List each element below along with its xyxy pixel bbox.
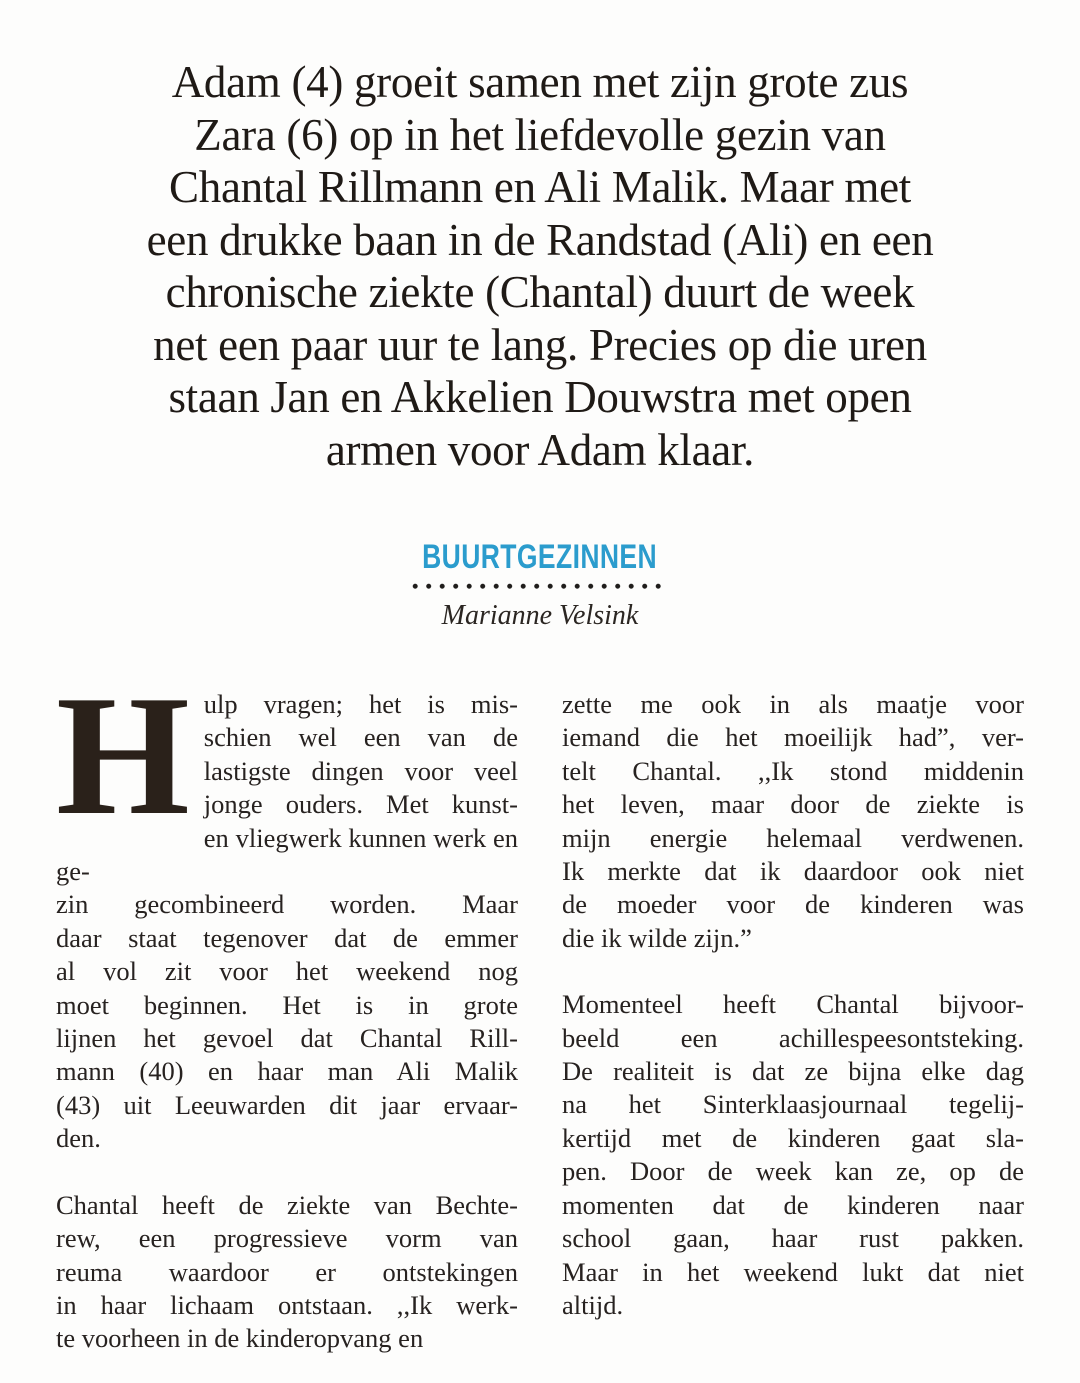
byline: Marianne Velsink [441,600,639,631]
headline: Adam (4) groeit samen met zijn grote zus Zara (6) op in het liefdevolle gezin van Chantal Rillmann en Ali Malik. Maar met een drukke baan in de Randstad (Ali) en een chronische ziekte (Chantal) duurt de week net een paar uur te lang. Precies op die uren staan Jan en Akkelien Douwstra met open armen voor Adam klaar. [146,57,934,475]
paragraph-text: zette me ook in als maatje voor iemand die het moeilijk had”, ver- telt Chantal. ,,Ik stond middenin het leven, maar door de ziekte is mijn energie helemaal verdwenen. Ik merkte dat ik daardoor ook niet de moeder voor de kinderen was die ik wilde zijn.” [562,689,1024,953]
section-label: BUURTGEZINNEN [422,538,658,576]
paragraph-lead [56,661,518,1156]
column-left [56,661,518,1356]
paragraph [562,688,1024,955]
paragraph [56,1189,518,1356]
paragraph-text: ulp vragen; het is mis- schien wel een van de lastigste dingen voor veel jonge ouders. Met kunst- en vliegwerk kunnen werk en ge- zin gecombineerd worden. Maar daar staat tegenover dat de emmer al vol zit voor het weekend nog moet beginnen. Het is in grote lijnen het gevoel dat Chantal Rill- mann (40) en haar man Ali Malik (43) uit Leeuwarden dit jaar ervaar- den. [56,689,518,1154]
paragraph [562,988,1024,1322]
column-right [562,688,1024,1356]
dotted-rule [412,583,668,590]
section-block [0,538,1080,632]
article-body [0,661,1080,1356]
drop-cap: H [56,661,190,851]
paragraph-text: Momenteel heeft Chantal bijvoor- beeld een achillespeesontsteking. De realiteit is dat ze bijna elke dag na het Sinterklaasjournaal tegelij- kertijd met de kinderen gaat sla- pen. Door de week kan ze, op de momenten dat de kinderen naar school gaan, haar rust pakken. Maar in het weekend lukt dat niet altijd. [562,989,1024,1320]
paragraph-text: Chantal heeft de ziekte van Bechte- rew, een progressieve vorm van reuma waardoor er ontstekingen in haar lichaam ontstaan. ,,Ik werk- te voorheen in de kinderopvang en [56,1189,518,1354]
